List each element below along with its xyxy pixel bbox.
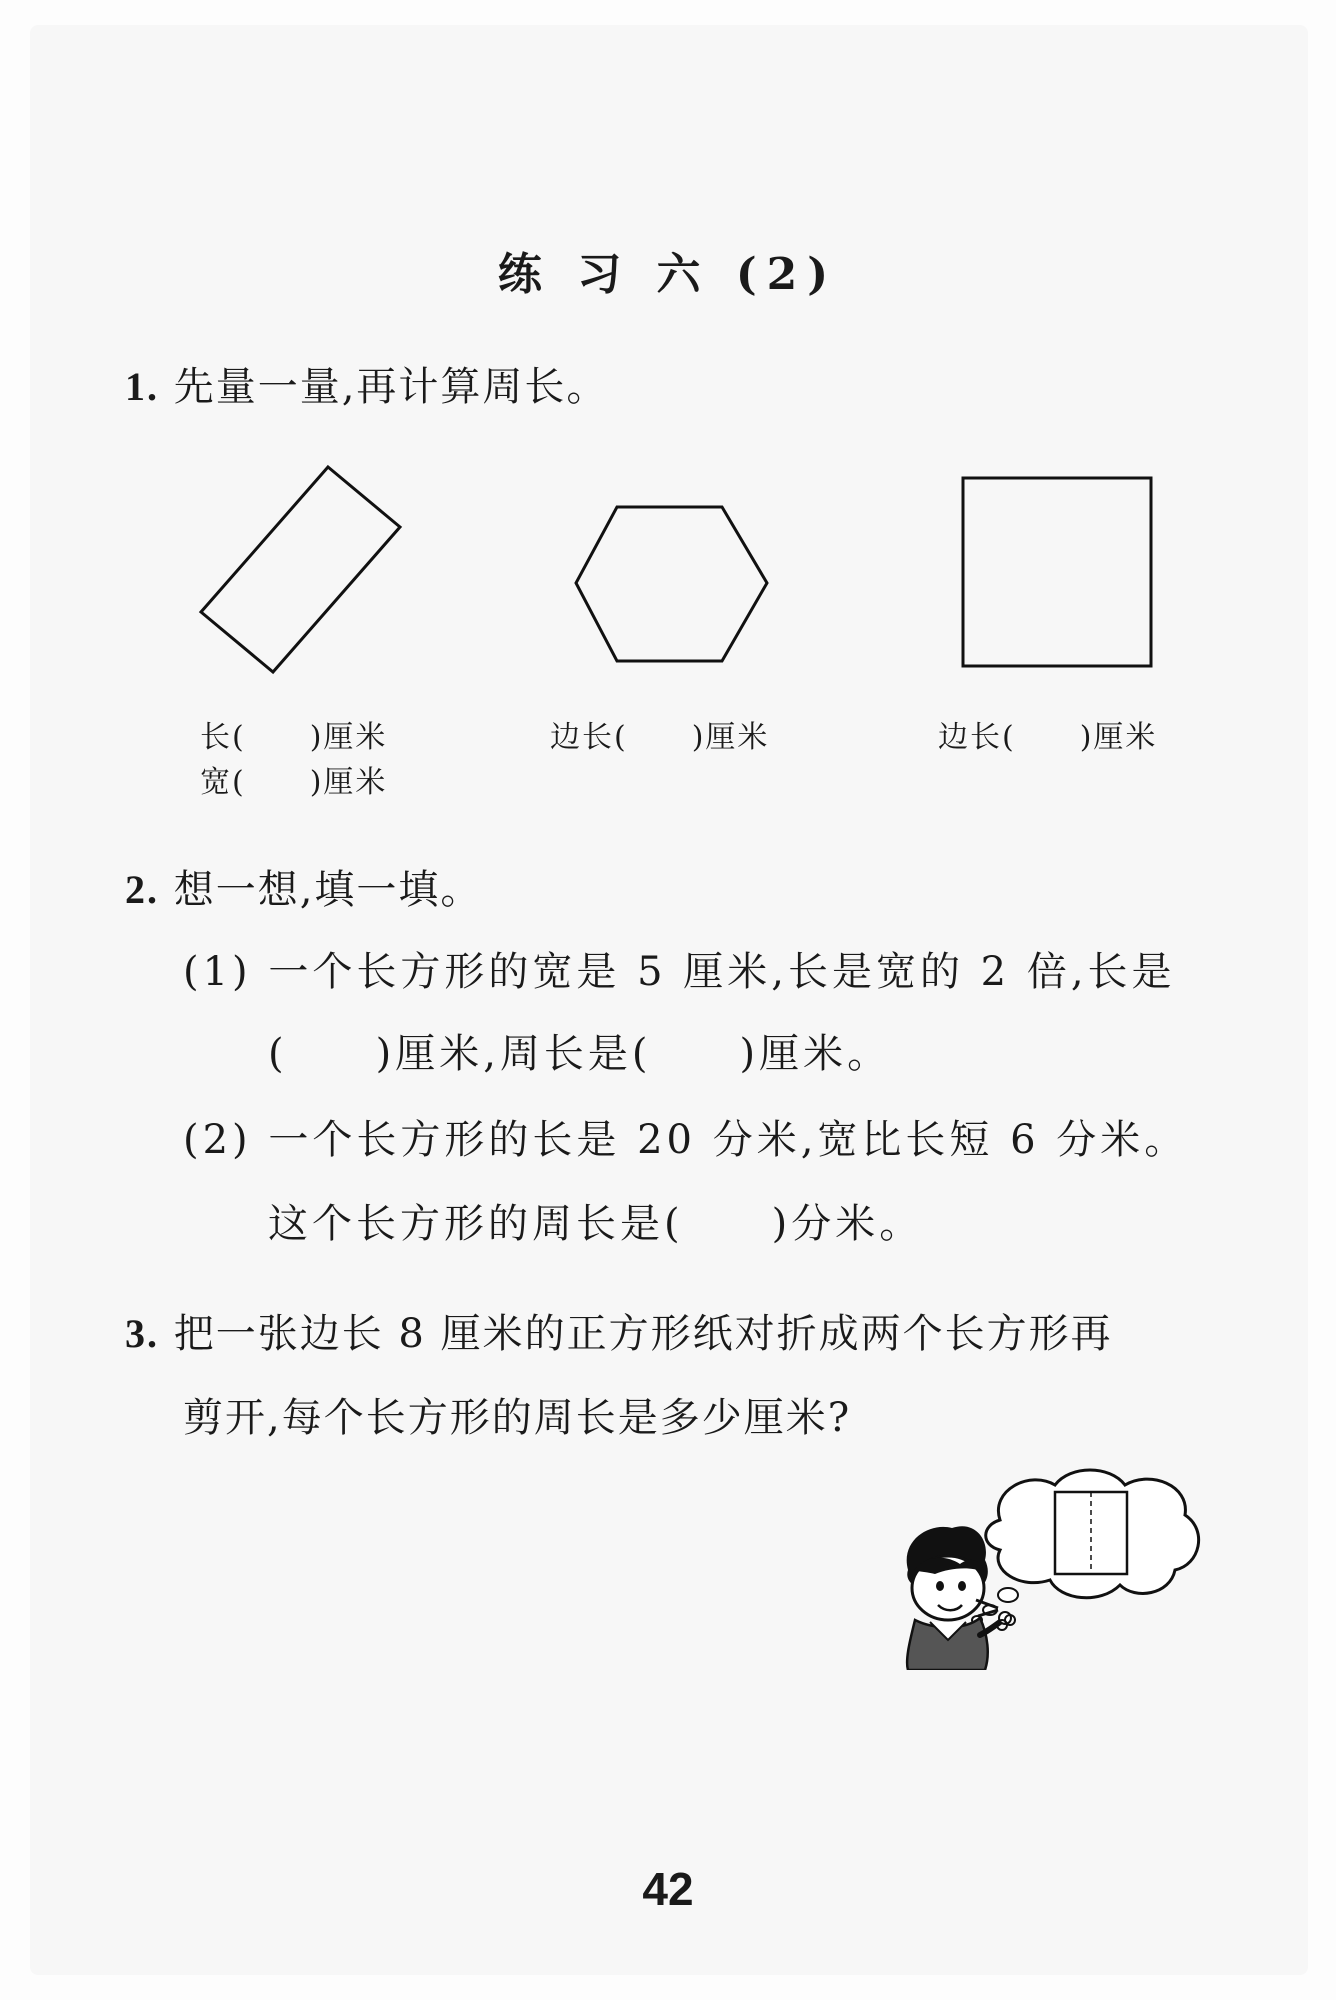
tilted-rectangle-shape (195, 455, 415, 680)
question-2 (125, 858, 482, 915)
rect-length-label: 长( )厘米 (200, 720, 388, 755)
page-number: 42 (642, 1863, 694, 1915)
square-shape (955, 470, 1155, 670)
rect-width-label: 宽( )厘米 (200, 765, 388, 800)
question-3-number: 3. (125, 1311, 159, 1356)
page-title: 练 习 六 (2) (497, 249, 839, 300)
boy-with-scissors-thought-bubble-icon (890, 1460, 1210, 1670)
question-3-line-1: 把一张边长 8 厘米的正方形纸对折成两个长方形再 (173, 1311, 1113, 1357)
question-2-text: 想一想,填一填。 (173, 867, 483, 913)
question-3 (125, 1302, 1113, 1359)
question-2-number: 2. (125, 867, 159, 912)
question-1-number: 1. (125, 364, 159, 409)
question-1-text: 先量一量,再计算周长。 (173, 364, 609, 410)
question-2-item-1-line-2: ( )厘米,周长是( )厘米。 (268, 1031, 892, 1077)
question-2-item-2-line-2: 这个长方形的周长是( )分米。 (268, 1201, 924, 1247)
question-3-line-2: 剪开,每个长方形的周长是多少厘米? (183, 1395, 852, 1441)
square-side-label: 边长( )厘米 (938, 720, 1158, 755)
question-1 (125, 355, 608, 412)
question-2-item-2-line-1: (2) 一个长方形的长是 20 分米,宽比长短 6 分米。 (183, 1117, 1189, 1163)
page-background (30, 25, 1308, 1975)
hexagon-shape (570, 495, 775, 675)
hexagon-side-label: 边长( )厘米 (550, 720, 770, 755)
question-2-item-1-line-1: (1) 一个长方形的宽是 5 厘米,长是宽的 2 倍,长是 (183, 949, 1176, 995)
